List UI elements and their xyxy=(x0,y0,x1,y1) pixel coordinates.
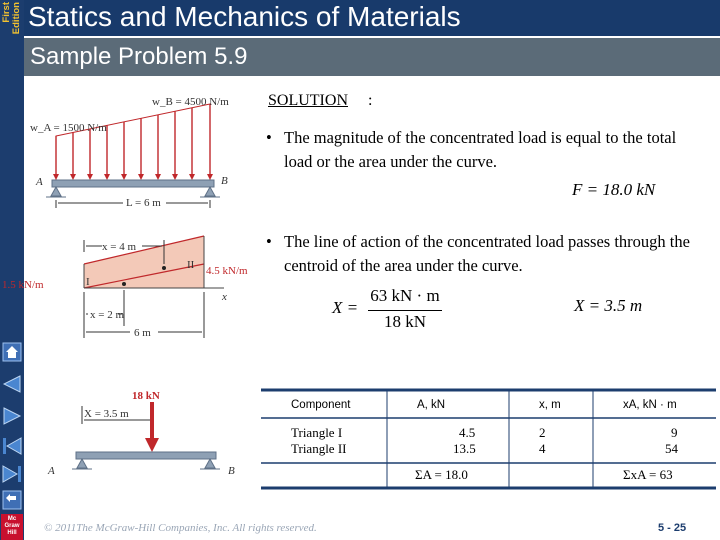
support-a-label: A xyxy=(36,176,43,188)
table-row-2-x: 4 xyxy=(539,441,546,456)
beam xyxy=(76,452,216,459)
course-title: Statics and Mechanics of Materials xyxy=(28,1,461,32)
centroid-equation-lhs: X = xyxy=(332,298,359,317)
centroid-label: X = 3.5 m xyxy=(84,408,129,420)
edition-label xyxy=(1,2,23,46)
home-icon xyxy=(2,342,22,362)
distributed-load-figure xyxy=(28,92,264,217)
wa-label: w_A = 1500 N/m xyxy=(30,122,107,134)
x4-label: x = 4 m xyxy=(102,241,137,253)
x-axis-label: x xyxy=(222,291,227,303)
left-load-label: 1.5 kN/m xyxy=(2,279,44,291)
next-button[interactable] xyxy=(2,406,22,426)
return-icon xyxy=(2,490,22,510)
centroid-equation-denominator: 18 kN xyxy=(383,312,427,331)
triangle-i-label: I xyxy=(86,276,90,288)
return-button[interactable] xyxy=(2,490,22,510)
slide-title-bar xyxy=(24,38,720,76)
span-label: L = 6 m xyxy=(126,197,161,209)
load-arrows xyxy=(53,104,213,180)
pin-support-a xyxy=(51,187,61,196)
header-xa: xA, kN · m xyxy=(623,399,677,411)
previous-button[interactable] xyxy=(2,374,22,394)
wb-label: w_B = 4500 N/m xyxy=(152,96,229,108)
edition-line-first: First xyxy=(1,2,12,23)
publisher-logo: Mc Graw Hill xyxy=(1,514,23,540)
first-button[interactable] xyxy=(2,436,22,456)
home-button[interactable] xyxy=(2,342,22,362)
centroid-equation-numerator: 63 kN · m xyxy=(370,286,440,305)
table-row-2-xa: 54 xyxy=(665,441,678,456)
table-row-2-component: Triangle II xyxy=(291,441,347,456)
header-component: Component xyxy=(291,399,351,411)
roller-support-b xyxy=(205,187,215,196)
next-icon xyxy=(2,406,22,426)
table-row-1-component: Triangle I xyxy=(291,425,343,440)
load-area-figure xyxy=(2,234,260,342)
right-load-label: 4.5 kN/m xyxy=(206,265,248,277)
pin-support-a xyxy=(77,459,87,468)
previous-icon xyxy=(2,374,22,394)
table-row-2-area: 13.5 xyxy=(453,441,476,456)
load-label: 18 kN xyxy=(132,390,160,402)
beam xyxy=(52,180,214,187)
header-area: A, kN xyxy=(417,399,446,411)
last-button[interactable] xyxy=(2,464,22,484)
centroid-result: X = 3.5 m xyxy=(574,296,643,315)
triangle-ii-label: II xyxy=(187,259,195,271)
span-6m-label: 6 m xyxy=(134,327,151,339)
centroid-table xyxy=(261,388,716,492)
roller-support-b xyxy=(205,459,215,468)
header-x: x, m xyxy=(539,399,561,411)
slide-title: Sample Problem 5.9 xyxy=(30,43,248,70)
page-number: 5 - 25 xyxy=(658,522,687,534)
support-a-label: A xyxy=(48,465,55,477)
x2-label: x = 2 m xyxy=(90,309,125,321)
support-b-label: B xyxy=(228,465,235,477)
table-row-1-area: 4.5 xyxy=(459,425,476,440)
copyright-notice: © 2011The McGraw-Hill Companies, Inc. All rights reserved. xyxy=(44,522,317,534)
force-equation: F = 18.0 kN xyxy=(572,180,656,199)
support-b-label: B xyxy=(221,175,228,187)
table-row-1-xa: 9 xyxy=(671,425,678,440)
table-row-1-x: 2 xyxy=(539,425,546,440)
solution-colon: : xyxy=(368,92,373,109)
first-icon xyxy=(2,436,22,456)
header-bar xyxy=(24,0,720,36)
solution-heading: SOLUTION xyxy=(268,92,348,109)
edition-line-second: Edition xyxy=(11,2,22,35)
last-icon xyxy=(2,464,22,484)
sum-xa: ΣxA = 63 xyxy=(623,467,673,482)
concentrated-load-figure xyxy=(28,384,260,494)
sum-area: ΣA = 18.0 xyxy=(415,467,468,482)
fraction-bar xyxy=(368,310,442,311)
